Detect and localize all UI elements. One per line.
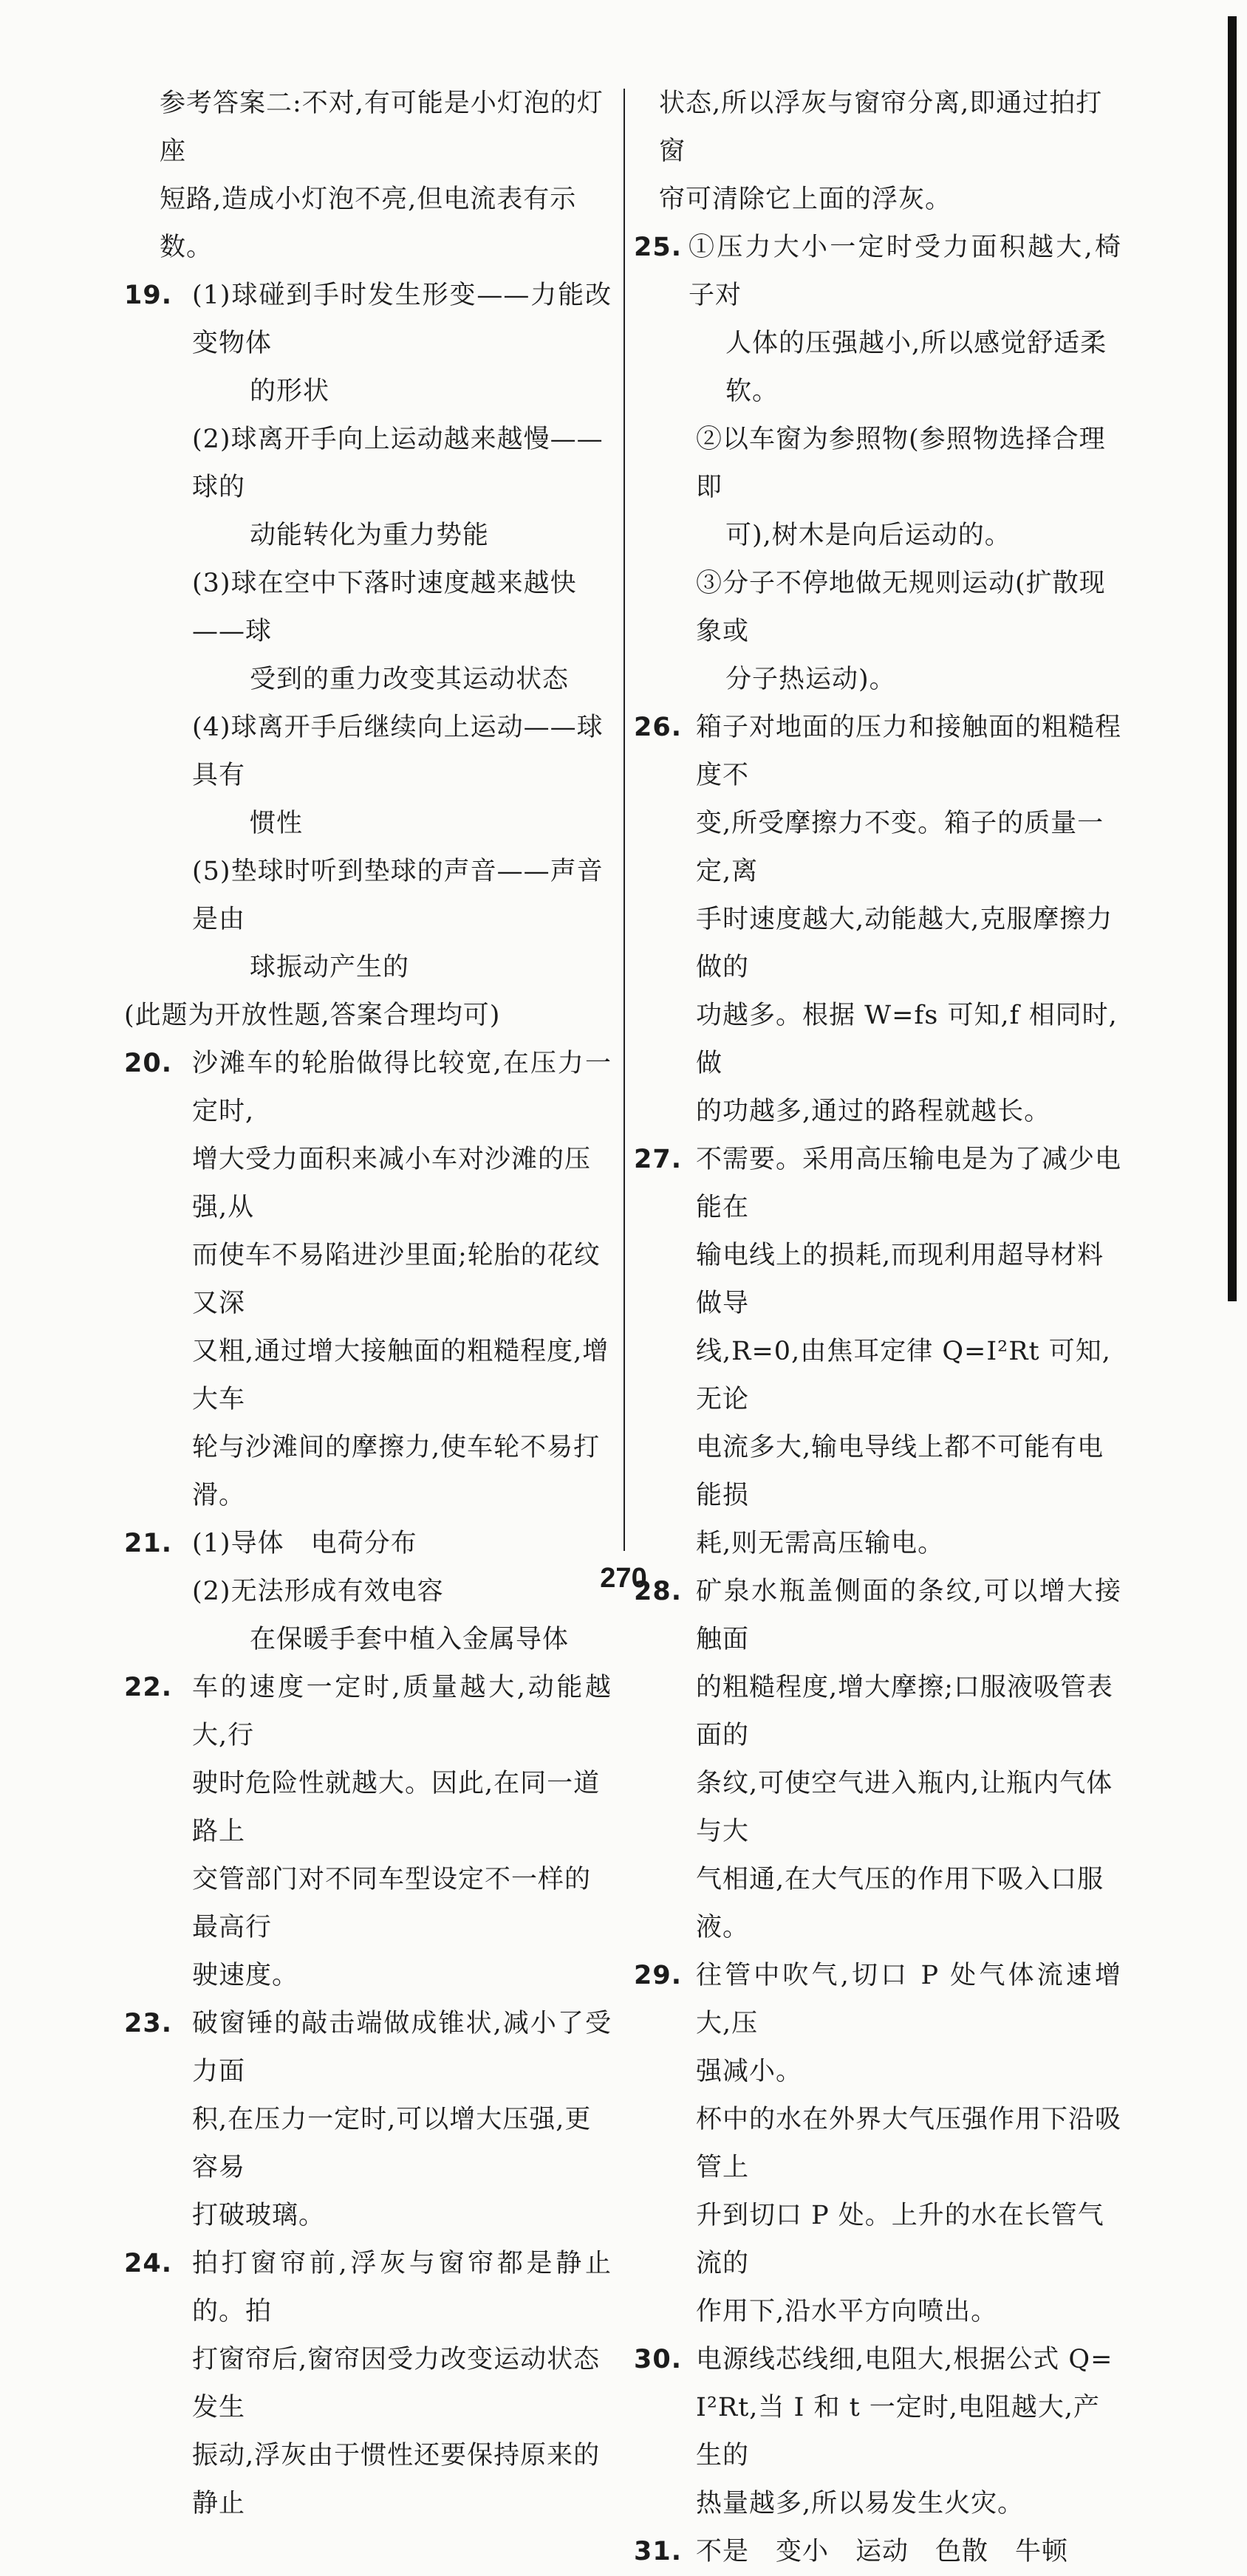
text-line: 矿泉水瓶盖侧面的条纹,可以增大接触面 xyxy=(696,1577,1121,1654)
text-line: 手时速度越大,动能越大,克服摩擦力做的 xyxy=(696,905,1113,982)
answer-number: 27. xyxy=(634,1145,683,1174)
text-line: (2)球离开手向上运动越来越慢——球的 xyxy=(192,425,604,502)
answer-24-continued xyxy=(634,80,1121,224)
answer-number: 22. xyxy=(124,1673,173,1702)
text-line: 在保暖手套中植入金属导体 xyxy=(250,1625,570,1654)
text-line: 沙滩车的轮胎做得比较宽,在压力一定时, xyxy=(192,1049,612,1126)
text-line: 而使车不易陷进沙里面;轮胎的花纹又深 xyxy=(192,1241,601,1318)
answer-19 xyxy=(124,272,612,1040)
text-line: (1)球碰到手时发生形变——力能改变物体 xyxy=(192,281,612,358)
answer-27 xyxy=(634,1136,1121,1568)
text-line: 电流多大,输电导线上都不可能有电能损 xyxy=(696,1433,1104,1510)
text-line: 条纹,可使空气进入瓶内,让瓶内气体与大 xyxy=(696,1769,1113,1846)
text-line: 又粗,通过增大接触面的粗糙程度,增大车 xyxy=(192,1337,609,1414)
answer-number: 26. xyxy=(634,713,683,742)
text-line: 作用下,沿水平方向喷出。 xyxy=(696,2297,998,2326)
answer-20 xyxy=(124,1040,612,1520)
text-line: (3)球在空中下落时速度越来越快——球 xyxy=(192,569,577,646)
text-line: (2)无法形成有效电容 xyxy=(192,1577,444,1606)
text-line: 惯性 xyxy=(250,809,304,838)
right-column xyxy=(634,80,1121,2576)
answer-number: 24. xyxy=(124,2249,173,2278)
text-line: 振动,浮灰由于惯性还要保持原来的静止 xyxy=(192,2441,601,2518)
answer-18-continued xyxy=(124,80,612,272)
answer-23 xyxy=(124,2000,612,2240)
text-line: 往管中吹气,切口 P 处气体流速增大,压 xyxy=(696,1961,1121,2038)
answer-number: 30. xyxy=(634,2345,683,2374)
text-line: 的功越多,通过的路程就越长。 xyxy=(696,1097,1051,1126)
text-line: (4)球离开手后继续向上运动——球具有 xyxy=(192,713,604,790)
text-line: 球振动产生的 xyxy=(250,953,410,982)
page-number: 270 xyxy=(600,1563,647,1594)
text-line: 受到的重力改变其运动状态 xyxy=(250,665,570,694)
text-line: 气相通,在大气压的作用下吸入口服液。 xyxy=(696,1865,1104,1942)
page-edge-bar xyxy=(1228,16,1237,1301)
text-line: 输电线上的损耗,而现利用超导材料做导 xyxy=(696,1241,1104,1318)
answer-26 xyxy=(634,704,1121,1136)
text-line: 的形状 xyxy=(250,377,330,406)
answer-31 xyxy=(634,2528,1121,2576)
text-line: (1)导体 电荷分布 xyxy=(192,1529,417,1558)
text-line: I²Rt,当 I 和 t 一定时,电阻越大,产生的 xyxy=(696,2393,1101,2470)
answer-number: 21. xyxy=(124,1529,173,1558)
answer-number: 23. xyxy=(124,2009,173,2038)
text-line: 打窗帘后,窗帘因受力改变运动状态发生 xyxy=(192,2345,601,2422)
answer-28 xyxy=(634,1568,1121,1952)
text-line: 强减小。 xyxy=(696,2057,803,2086)
answer-number: 20. xyxy=(124,1049,173,1078)
text-line: 箱子对地面的压力和接触面的粗糙程度不 xyxy=(696,713,1122,790)
text-line: 增大受力面积来减小车对沙滩的压强,从 xyxy=(192,1145,592,1222)
text-line: 拍打窗帘前,浮灰与窗帘都是静止的。拍 xyxy=(192,2249,612,2326)
text-line: 分子热运动)。 xyxy=(725,665,896,694)
note-line: (此题为开放性题,答案合理均可) xyxy=(124,1001,501,1030)
text-line: ①压力大小一定时受力面积越大,椅子对 xyxy=(689,233,1121,310)
answer-number: 19. xyxy=(124,281,173,310)
column-divider xyxy=(624,89,625,1551)
text-line: 交管部门对不同车型设定不一样的最高行 xyxy=(192,1865,592,1942)
answer-number: 28. xyxy=(634,1577,683,1606)
answer-number: 29. xyxy=(634,1961,683,1990)
text-line: (5)垫球时听到垫球的声音——声音是由 xyxy=(192,857,604,934)
text-line: 功越多。根据 W=fs 可知,f 相同时,做 xyxy=(696,1001,1118,1078)
text-line: 驶时危险性就越大。因此,在同一道路上 xyxy=(192,1769,601,1846)
text-line: 积,在压力一定时,可以增大压强,更容易 xyxy=(192,2105,592,2182)
text-line: 车的速度一定时,质量越大,动能越大,行 xyxy=(192,1673,612,1750)
text-line: 可),树木是向后运动的。 xyxy=(725,521,1011,550)
answer-number: 31. xyxy=(634,2537,683,2566)
text-line: 耗,则无需高压输电。 xyxy=(696,1529,945,1558)
text-line: 短路,造成小灯泡不亮,但电流表有示数。 xyxy=(160,185,577,262)
answer-25 xyxy=(634,224,1121,704)
answer-30 xyxy=(634,2336,1121,2528)
text-line: ②以车窗为参照物(参照物选择合理即 xyxy=(696,425,1106,502)
text-line: 人体的压强越小,所以感觉舒适柔软。 xyxy=(725,329,1107,406)
answer-number: 25. xyxy=(634,233,683,262)
text-line: 状态,所以浮灰与窗帘分离,即通过拍打窗 xyxy=(659,89,1103,166)
text-line: 破窗锤的敲击端做成锥状,减小了受力面 xyxy=(192,2009,612,2086)
left-column xyxy=(124,80,612,2528)
text-line: 帘可清除它上面的浮灰。 xyxy=(659,185,952,214)
text-line: 热量越多,所以易发生火灾。 xyxy=(696,2489,1025,2518)
text-line: 电源线芯线细,电阻大,根据公式 Q= xyxy=(696,2345,1113,2374)
text-line: 打破玻璃。 xyxy=(192,2201,326,2230)
answer-24 xyxy=(124,2240,612,2528)
answer-29 xyxy=(634,1952,1121,2336)
text-line: 不需要。采用高压输电是为了减少电能在 xyxy=(696,1145,1122,1222)
text-line: 不是 变小 运动 色散 牛顿 xyxy=(696,2537,1069,2566)
text-line: 升到切口 P 处。上升的水在长管气流的 xyxy=(696,2201,1104,2278)
text-line: ③分子不停地做无规则运动(扩散现象或 xyxy=(696,569,1106,646)
text-line: 杯中的水在外界大气压强作用下沿吸管上 xyxy=(696,2105,1122,2182)
answer-22 xyxy=(124,1664,612,2000)
text-line: 轮与沙滩间的摩擦力,使车轮不易打滑。 xyxy=(192,1433,601,1510)
text-line: 线,R=0,由焦耳定律 Q=I²Rt 可知,无论 xyxy=(696,1337,1111,1414)
text-line: 驶速度。 xyxy=(192,1961,299,1990)
text-line: 变,所受摩擦力不变。箱子的质量一定,离 xyxy=(696,809,1104,886)
text-line: 动能转化为重力势能 xyxy=(250,521,490,550)
text-line: 参考答案二:不对,有可能是小灯泡的灯座 xyxy=(160,89,604,166)
text-line: 的粗糙程度,增大摩擦;口服液吸管表面的 xyxy=(696,1673,1113,1750)
